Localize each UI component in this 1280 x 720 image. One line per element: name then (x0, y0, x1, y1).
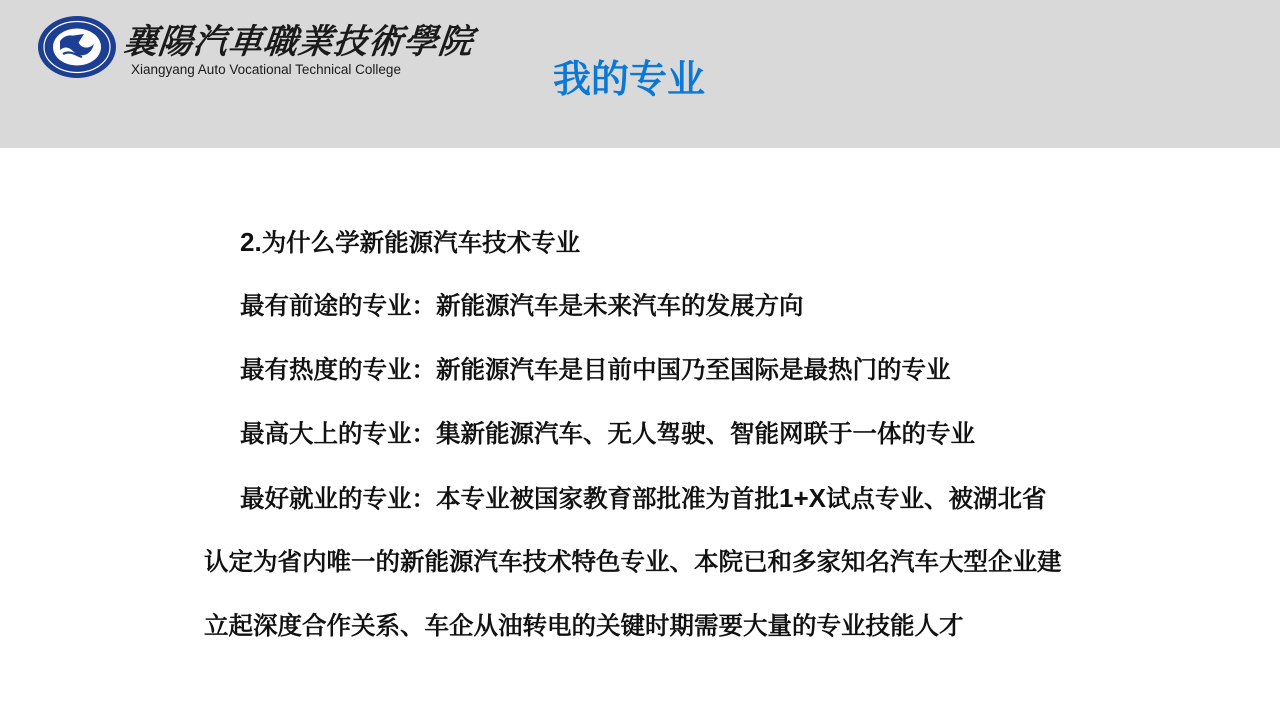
section-heading-text: 为什么学新能源汽车技术专业 (261, 228, 581, 257)
employment-line-3: 立起深度合作关系、车企从油转电的关键时期需要大量的专业技能人才 (204, 611, 964, 640)
point-high-end: 最高大上的专业：集新能源汽车、无人驾驶、智能网联于一体的专业 (240, 419, 975, 448)
employment-lead: 最好就业的专业：本专业被国家教育部批准为首批 (240, 484, 779, 513)
employment-tail: 试点专业、被湖北省 (826, 484, 1047, 513)
college-name-en: Xiangyang Auto Vocational Technical College (131, 62, 401, 77)
college-name-cn: 襄陽汽車職業技術學院 (121, 22, 476, 62)
employment-highlight: 1+X (779, 483, 826, 513)
point-employment (240, 480, 1047, 517)
point-popularity: 最有热度的专业：新能源汽车是目前中国乃至国际是最热门的专业 (240, 355, 951, 384)
section-heading (240, 224, 580, 261)
employment-line-2: 认定为省内唯一的新能源汽车技术特色专业、本院已和多家知名汽车大型企业建 (204, 547, 1062, 576)
page-title: 我的专业 (553, 57, 706, 101)
section-number: 2. (240, 227, 262, 257)
point-future: 最有前途的专业：新能源汽车是未来汽车的发展方向 (240, 291, 804, 320)
